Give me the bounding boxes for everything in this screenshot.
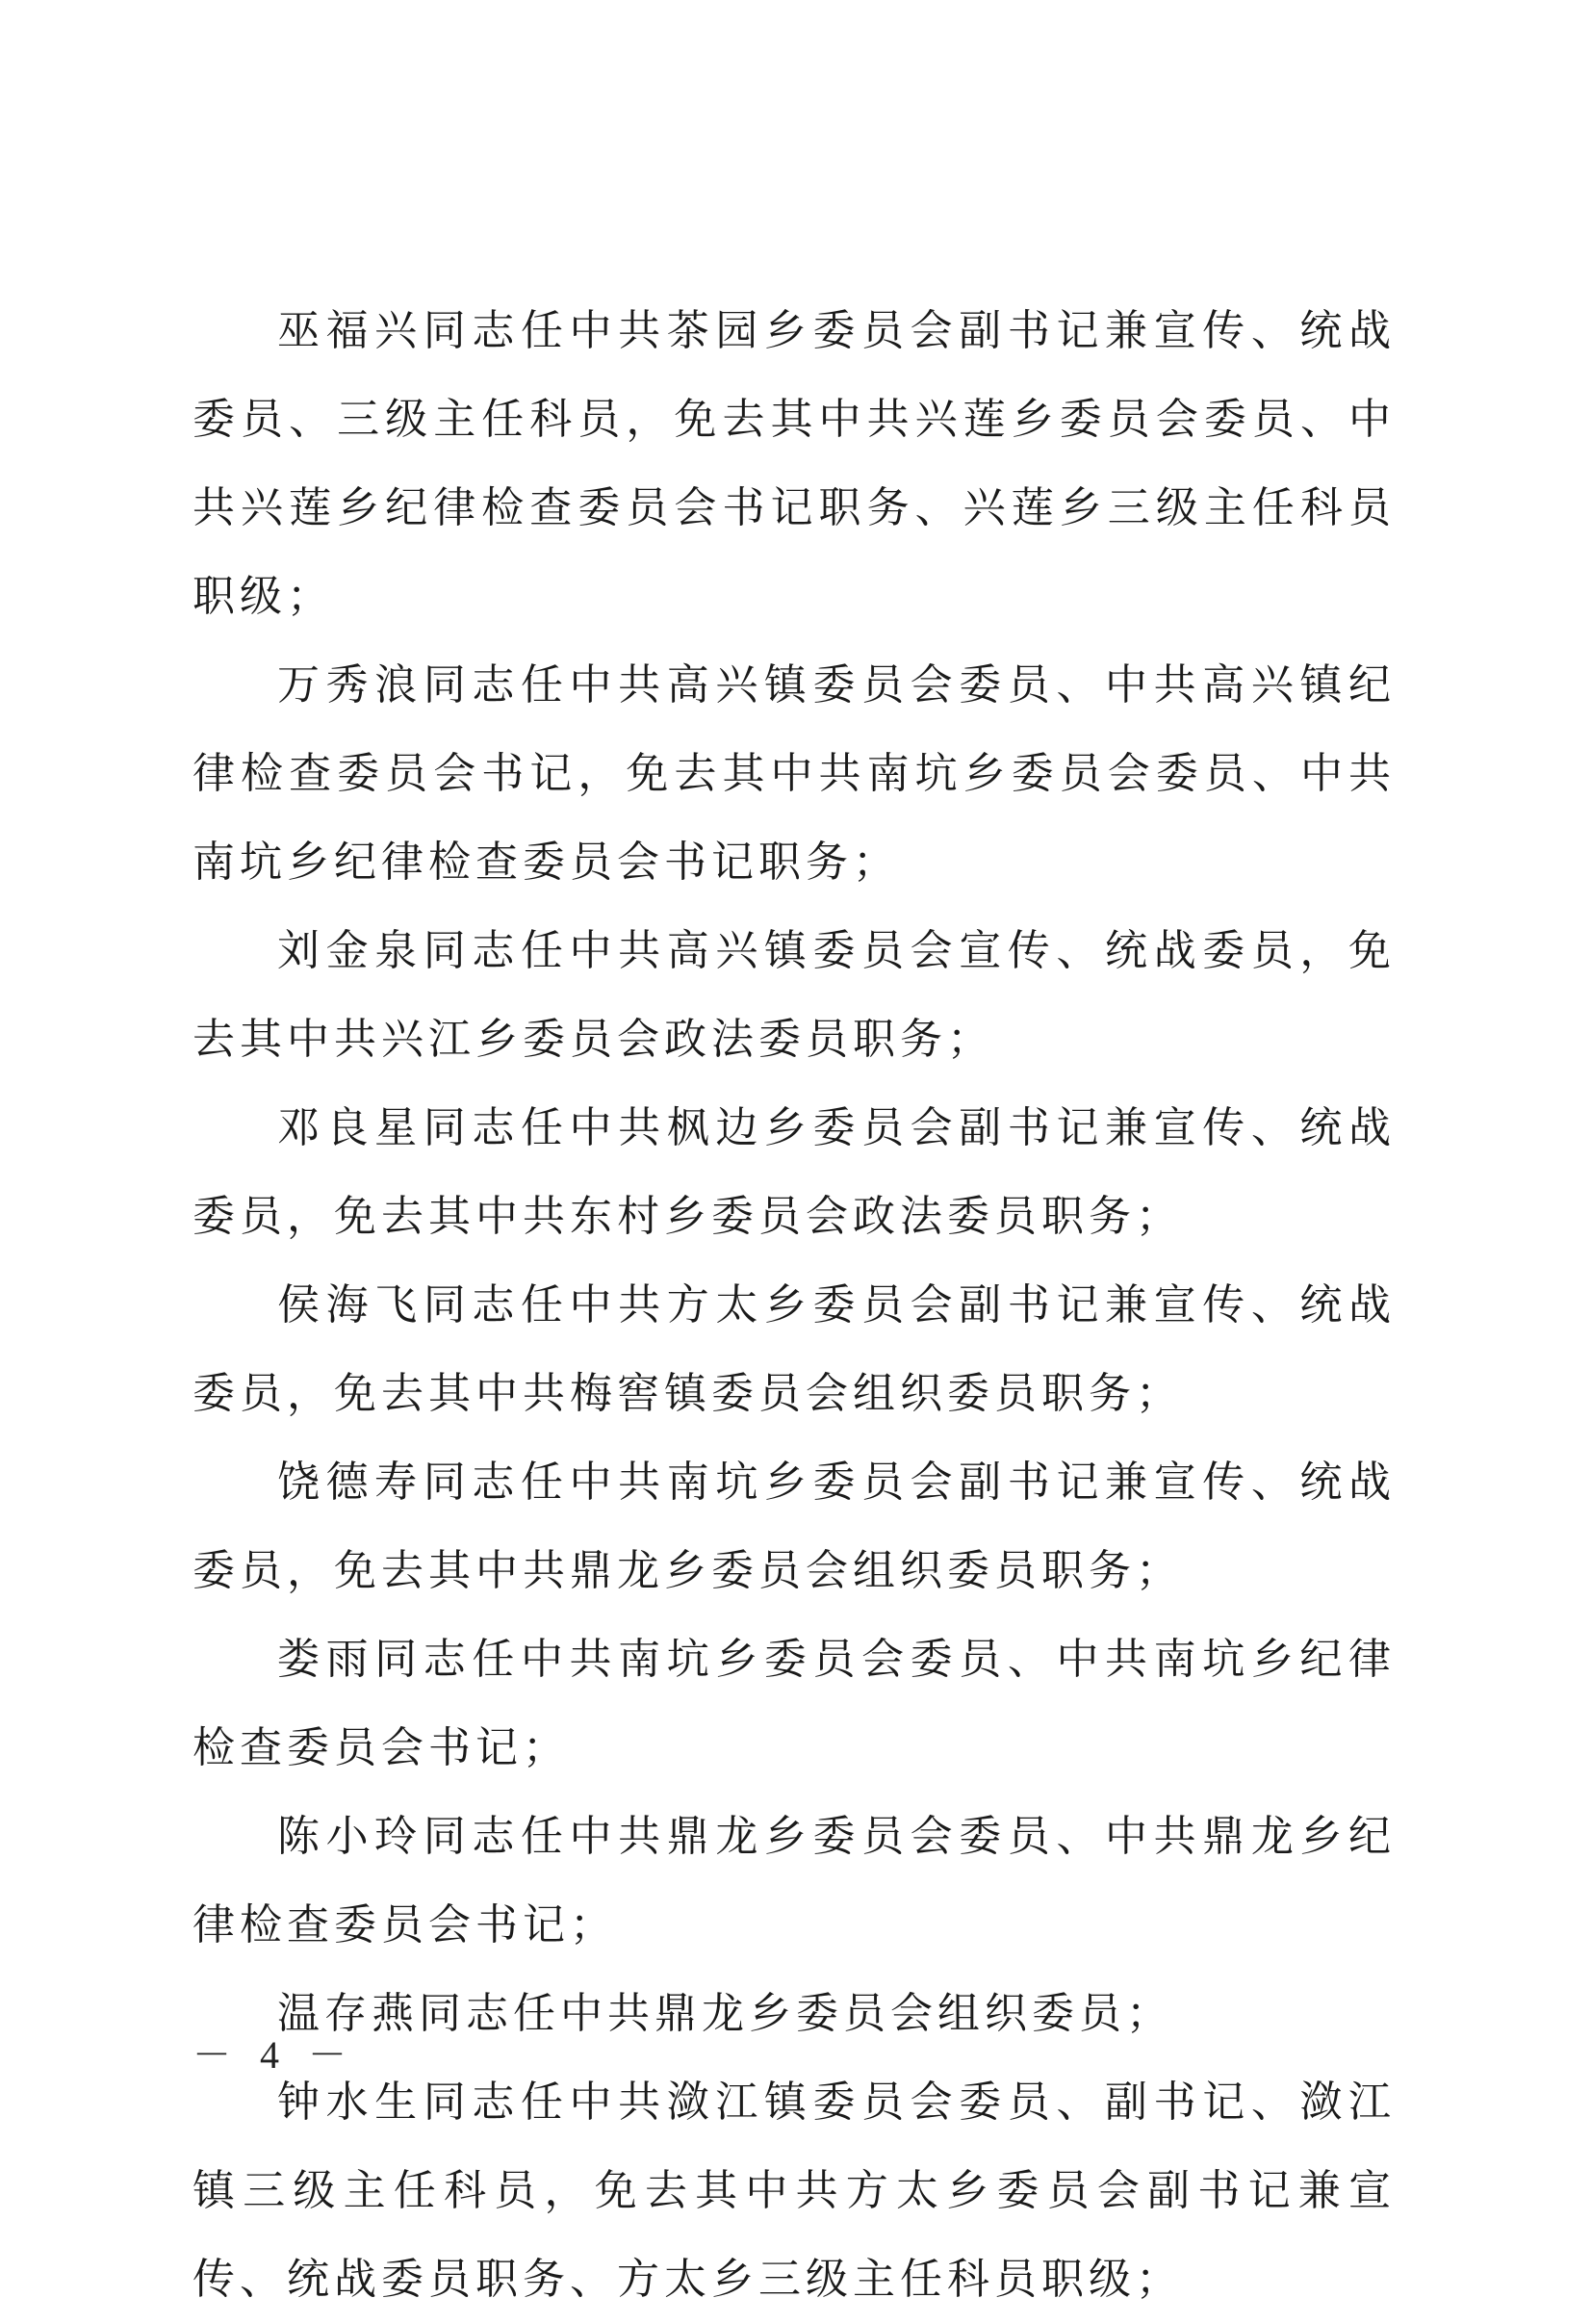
document-body [192, 287, 1396, 2324]
paragraph-9: 温存燕同志任中共鼎龙乡委员会组织委员； [277, 1989, 1173, 2038]
paragraph-10: 钟水生同志任中共潋江镇委员会委员、副书记、潋江镇三级主任科员，免去其中共方太乡委员会副书记兼宣传、统战委员职务、方太乡三级主任科员职级； [192, 2078, 1396, 2304]
paragraph-2: 万秀浪同志任中共高兴镇委员会委员、中共高兴镇纪律检查委员会书记，免去其中共南坑乡委员会委员、中共南坑乡纪律检查委员会书记职务； [192, 660, 1396, 887]
paragraph-1: 巫福兴同志任中共茶园乡委员会副书记兼宣传、统战委员、三级主任科员，免去其中共兴莲乡委员会委员、中共兴莲乡纪律检查委员会书记职务、兴莲乡三级主任科员职级； [192, 306, 1396, 621]
paragraph-5: 侯海飞同志任中共方太乡委员会副书记兼宣传、统战委员，免去其中共梅窖镇委员会组织委员职务； [192, 1280, 1396, 1418]
paragraph-8: 陈小玲同志任中共鼎龙乡委员会委员、中共鼎龙乡纪律检查委员会书记； [192, 1812, 1396, 1950]
page-number: － 4 － [192, 2033, 356, 2077]
paragraph-7: 娄雨同志任中共南坑乡委员会委员、中共南坑乡纪律检查委员会书记； [192, 1635, 1396, 1772]
paragraph-6: 饶德寿同志任中共南坑乡委员会副书记兼宣传、统战委员，免去其中共鼎龙乡委员会组织委员职务； [192, 1458, 1396, 1595]
paragraph-4: 邓良星同志任中共枫边乡委员会副书记兼宣传、统战委员，免去其中共东村乡委员会政法委员职务； [192, 1103, 1396, 1241]
paragraph-3: 刘金泉同志任中共高兴镇委员会宣传、统战委员，免去其中共兴江乡委员会政法委员职务； [192, 926, 1396, 1064]
